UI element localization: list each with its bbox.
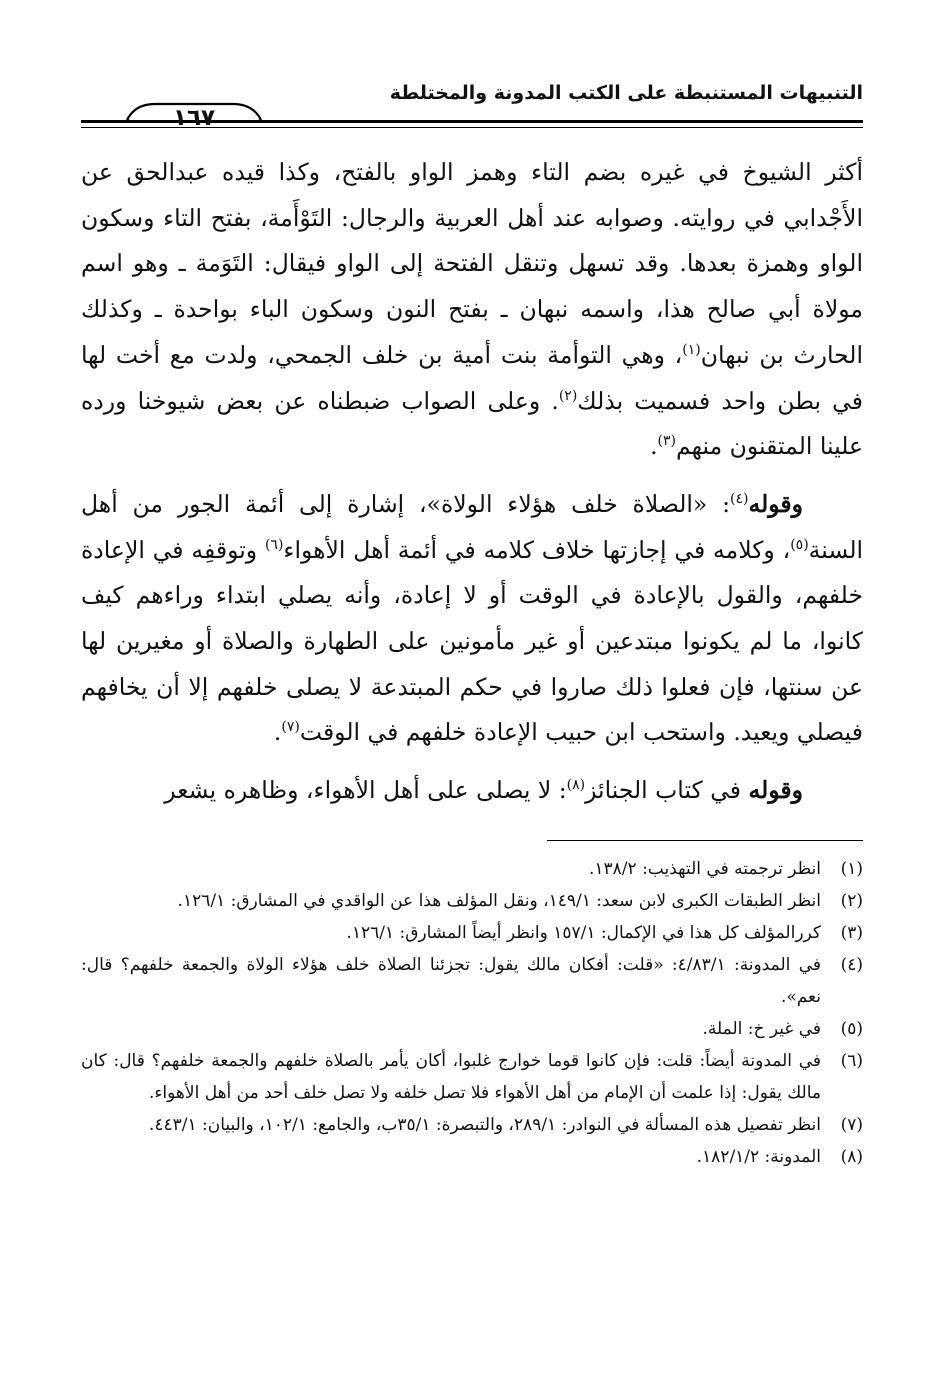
paragraph-1 <box>81 150 863 470</box>
footnote-4 <box>81 949 863 1013</box>
paragraph-3 <box>81 768 863 814</box>
page-header <box>81 78 863 138</box>
footnote-ref-4[interactable]: (٤) <box>730 491 749 508</box>
footnote-3 <box>81 917 863 949</box>
footnote-number: (٧) <box>840 1115 863 1135</box>
main-text <box>81 150 863 826</box>
footnote-number: (٣) <box>840 923 863 943</box>
footnote-ref-1[interactable]: (١) <box>682 341 701 358</box>
text-segment: : «الصلاة خلف هؤلاء الولاة»، إشارة إلى أئمة الجور من أهل السنة <box>81 489 864 564</box>
paragraph-2 <box>81 482 863 756</box>
lead-word: وقوله <box>748 776 803 805</box>
footnote-text: في المدونة أيضاً: قلت: فإن كانوا قوما خوارج غلبوا، أكان يأمر بالصلاة خلفهم والجمعة خلفهم؟ قال: كان مالك يقول: إذا علمت أن الإمام من أهل الأهواء فلا تصل خلفه ولا تصل خلف أحد من أهل الأهواء. <box>81 1051 821 1103</box>
footnote-ref-8[interactable]: (٨) <box>566 777 586 794</box>
footnote-6 <box>81 1045 863 1109</box>
footnote-number: (٦) <box>840 1051 863 1071</box>
footnote-text: انظر الطبقات الكبرى لابن سعد: ١٤٩/١، ونقل المؤلف هذا عن الواقدي في المشارق: ١٢٦/١. <box>177 891 821 911</box>
footnotes <box>81 853 863 1173</box>
footnote-5 <box>81 1013 863 1045</box>
text-segment: . وعلى الصواب ضبطناه عن بعض شيوخنا ورده علينا المتقنون منهم <box>81 386 863 461</box>
text-segment: ، وهي التوأمة بنت أمية بن خلف الجمحي، ولدت مع أخت لها في بطن واحد فسميت بذلك <box>81 340 863 415</box>
footnote-ref-6[interactable]: (٦) <box>264 536 284 553</box>
footnote-number: (٨) <box>840 1147 863 1167</box>
text-segment: : لا يصلى على أهل الأهواء، وظاهره يشعر <box>164 776 567 805</box>
footnote-8 <box>81 1141 863 1173</box>
footnote-number: (١) <box>840 859 863 879</box>
footnote-ref-7[interactable]: (٧) <box>281 719 300 736</box>
footnote-7 <box>81 1109 863 1141</box>
footnote-separator <box>547 840 863 841</box>
text-segment: أكثر الشيوخ في غيره بضم التاء وهمز الواو بالفتح، وكذا قيده عبدالحق عن الأَجْدابي في روايته. وصوابه عند أهل العربية والرجال: التَوْأَمة، بفتح التاء وسكون الواو وهمزة بعدها. وقد تسهل وتنقل الفتحة إلى الواو فيقال: التَوَمة ـ وهو اسم مولاة أبي صالح هذا، واسمه نبهان ـ بفتح النون وسكون الباء بواحدة ـ وكذلك الحارث بن نبهان <box>81 158 863 369</box>
footnote-number: (٥) <box>840 1019 863 1039</box>
text-segment: في كتاب الجنائز <box>585 776 749 805</box>
footnote-ref-5[interactable]: (٥) <box>790 536 809 553</box>
footnote-ref-2[interactable]: (٢) <box>558 387 578 404</box>
running-title: التنبيهات المستنبطة على الكتب المدونة والمختلطة <box>389 82 863 104</box>
text-segment: وتوقفِه في الإعادة خلفهم، والقول بالإعادة في الوقت أو لا إعادة، وأنه يصلي ابتداء وراءهم كيف كانوا، ما لم يكونوا مبتدعين أو غير مأمونين على الطهارة والصلاة أو مغيرين لها عن سنتها، فإن فعلوا ذلك صاروا في حكم المبتدعة لا يصلى خلفهم إلا أن يخافهم فيصلي ويعيد. واستحب ابن حبيب الإعادة خلفهم في الوقت <box>81 535 863 747</box>
footnote-1 <box>81 853 863 885</box>
footnote-text: المدونة: ١٨٢/١/٢. <box>696 1147 821 1167</box>
page-number-frame <box>125 102 263 138</box>
footnote-text: انظر تفصيل هذه المسألة في النوادر: ٢٨٩/١، والتبصرة: ٣٥/١ب، والجامع: ١٠٢/١، والبيان: ٤٤٣/١. <box>148 1115 821 1135</box>
footnote-text: في غير خ: الملة. <box>702 1019 821 1039</box>
footnote-number: (٤) <box>840 955 863 975</box>
text-segment: ، وكلامه في إجازتها خلاف كلامه في أئمة أهل الأهواء <box>283 535 791 564</box>
page-number: ١٦٧ <box>172 105 216 131</box>
footnote-text: انظر ترجمته في التهذيب: ١٣٨/٢. <box>589 859 821 879</box>
lead-word: وقوله <box>748 489 803 518</box>
footnote-text: كررالمؤلف كل هذا في الإكمال: ١٥٧/١ وانظر أيضاً المشارق: ١٢٦/١. <box>346 923 821 943</box>
text-segment: . <box>273 718 282 747</box>
footnote-text: في المدونة: ٤/٨٣/١: «قلت: أفكان مالك يقول: تجزئنا الصلاة خلف هؤلاء الولاة والجمعة خلفهم؟ قال: نعم». <box>81 955 822 1007</box>
text-segment: . <box>650 432 658 461</box>
footnote-2 <box>81 885 863 917</box>
footnote-ref-3[interactable]: (٣) <box>657 433 677 450</box>
footnote-number: (٢) <box>840 891 863 911</box>
